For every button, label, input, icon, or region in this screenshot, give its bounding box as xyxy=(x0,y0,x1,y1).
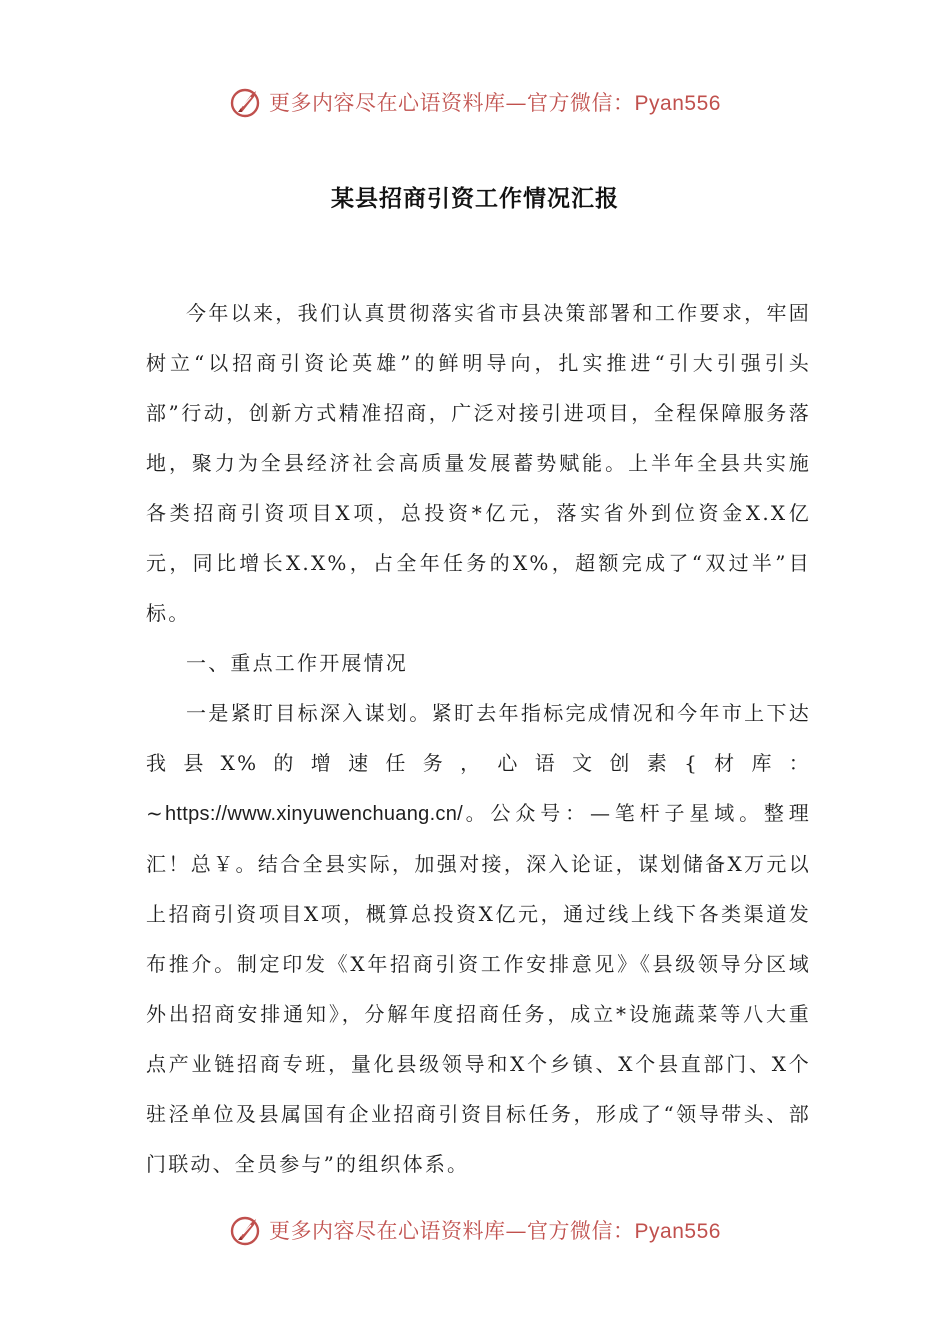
pen-nib-circle-icon xyxy=(229,84,265,120)
paragraph-text-before-url: 一是紧盯目标深入谋划。紧盯去年指标完成情况和今年市上下达我县X%的增速任务，心语文创素{材库：~ xyxy=(146,701,811,825)
footer-banner xyxy=(0,1210,950,1250)
banner-content xyxy=(229,84,721,120)
banner-content xyxy=(229,1212,721,1248)
paragraph-point-one xyxy=(146,688,811,1189)
wechat-id: Pyan556 xyxy=(634,92,721,115)
paragraph-intro: 今年以来，我们认真贯彻落实省市县决策部署和工作要求，牢固树立“以招商引资论英雄”的鲜明导向，扎实推进“引大引强引头部”行动，创新方式精准招商，广泛对接引进项目，全程保障服务落地，聚力为全县经济社会高质量发展蓄势赋能。上半年全县共实施各类招商引资项目X项，总投资*亿元，落实省外到位资金X.X亿元，同比增长X.X%，占全年任务的X%，超额完成了“双过半”目标。 xyxy=(146,301,811,625)
banner-prefix: 更多内容尽在心语资料库—官方微信： xyxy=(269,1219,635,1243)
banner-prefix: 更多内容尽在心语资料库—官方微信： xyxy=(269,91,635,115)
document-body xyxy=(146,288,811,1189)
paragraph-text-after-url: 。公众号：—笔杆子星域。整理汇！总￥。结合全县实际，加强对接，深入论证，谋划储备X万元以上招商引资项目X项，概算总投资X亿元，通过线上线下各类渠道发布推介。制定印发《X年招商引资工作安排意见》《县级领导分区域外出招商安排通知》，分解年度招商任务，成立*设施蔬菜等八大重点产业链招商专班，量化县级领导和X个乡镇、X个县直部门、X个驻泾单位及县属国有企业招商引资目标任务，形成了“领导带头、部门联动、全员参与”的组织体系。 xyxy=(146,801,811,1176)
section-heading: 一、重点工作开展情况 xyxy=(186,651,408,675)
banner-text xyxy=(269,87,721,117)
pen-nib-circle-icon xyxy=(229,1212,265,1248)
wechat-id: Pyan556 xyxy=(634,1220,721,1243)
header-banner xyxy=(0,82,950,122)
banner-text xyxy=(269,1215,721,1245)
page-title: 某县招商引资工作情况汇报 xyxy=(331,185,619,212)
website-url: https://www.xinyuwenchuang.cn/ xyxy=(164,803,464,825)
